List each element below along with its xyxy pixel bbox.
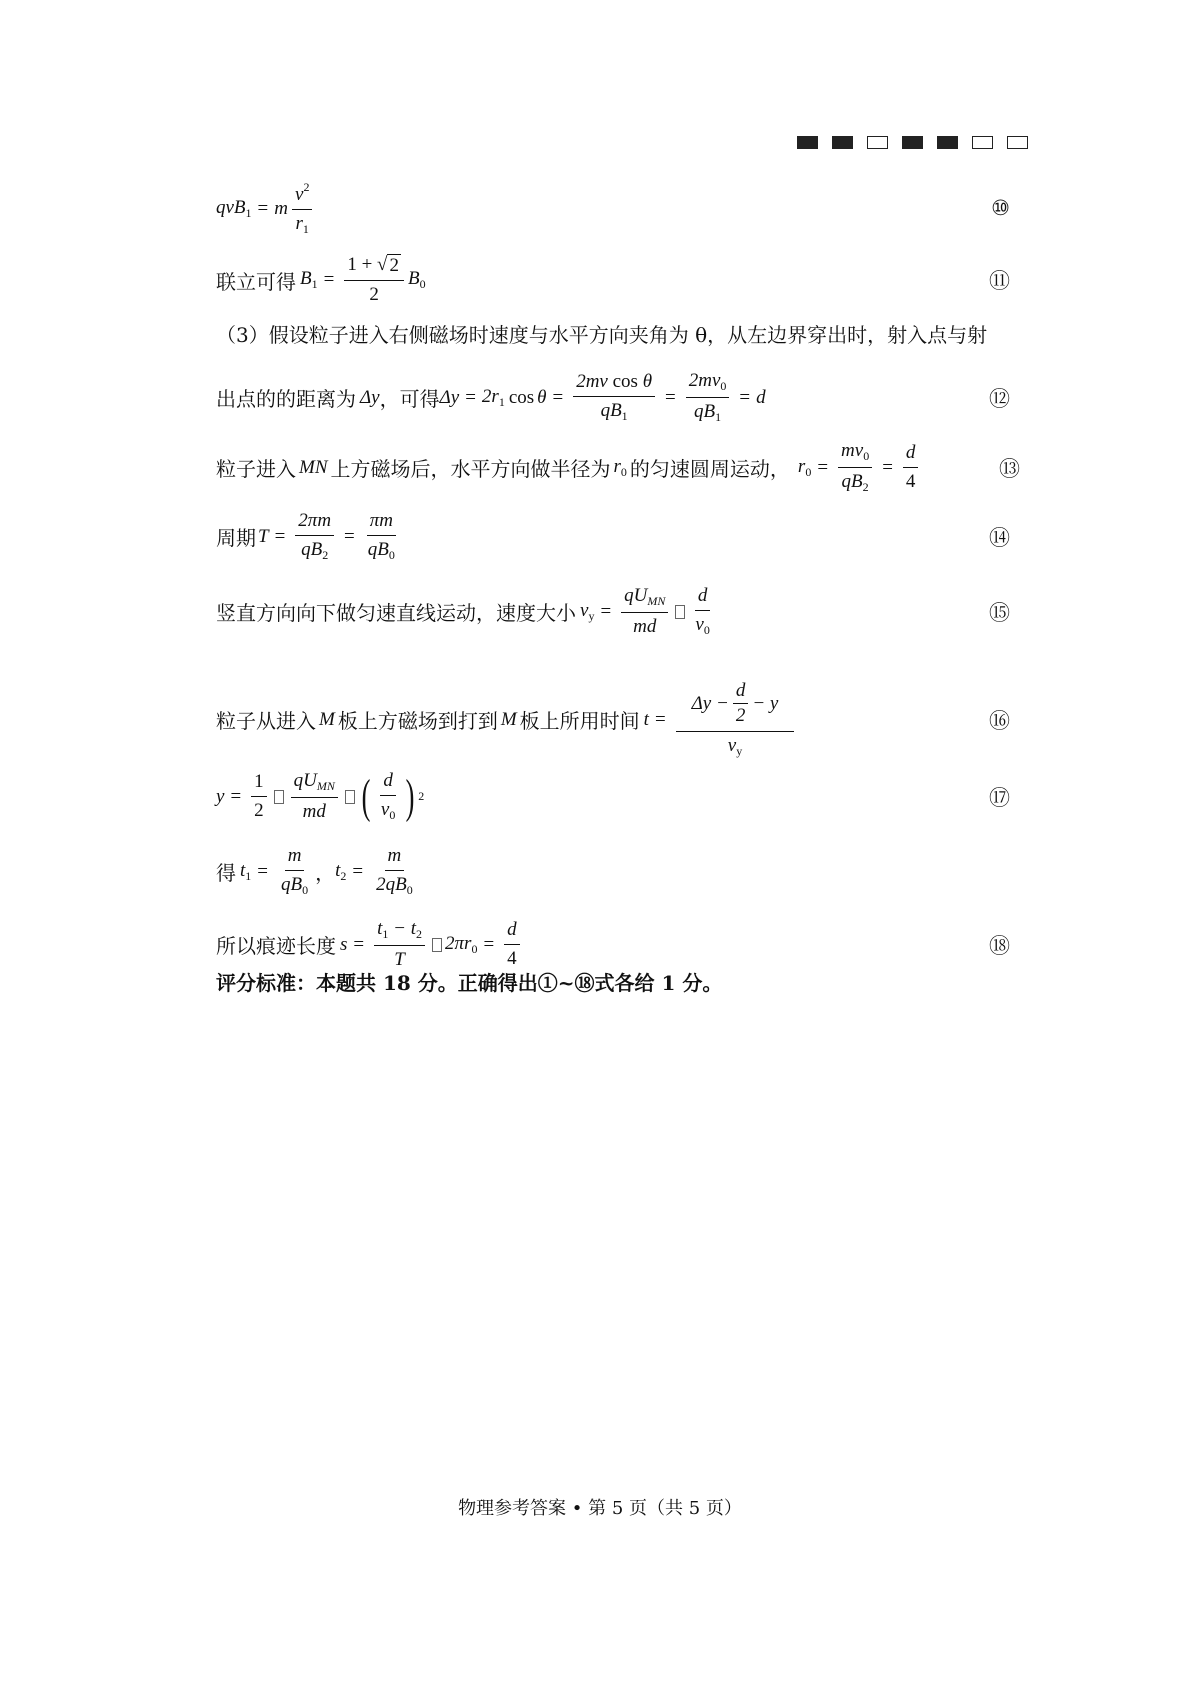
header-mark: [902, 136, 923, 149]
equation-number: ⑪: [989, 269, 1010, 293]
equation-13: 粒子进入 MN 上方磁场后，水平方向做半径为 $r_0$ 的匀速圆周运动， $r_0$ = $\frac{mv_0}{qB_2}$ = $\frac{d}{4}$ ⑬: [216, 440, 1020, 494]
equation-label: 的匀速圆周运动，: [629, 457, 790, 481]
equation-12: 出点的的距离为 Δy ，可得 Δy = $2r_1$ cos θ = $\frac{\text{2mv cos θ}}{qB_1}$ = $\frac{2mv_0}{qB_1}$ = d ⑫: [216, 370, 1010, 424]
equation-16: 粒子从进入 M 板上方磁场到打到 M 板上所用时间 t = Δy − $\frac{d}{2}$ − y $v_y$ ⑯: [216, 680, 1010, 758]
header-marks: [797, 136, 1028, 149]
equation-label: 板上所用时间: [519, 709, 640, 733]
equation-label: 联立可得: [216, 269, 296, 294]
equation-number: ⑯: [989, 708, 1010, 733]
equation-15: 竖直方向向下做匀速直线运动，速度大小 $v_y$ = $\frac{qU_{MN}}{md}$ $\frac{d}{v_0}$ ⑮: [216, 585, 1010, 637]
equation-18a: 得 $t_1$ = $\frac{m}{qB_0}$ ， $t_2$ = $\frac{m}{2qB_0}$: [216, 845, 413, 897]
equation-number: ⑬: [999, 456, 1020, 481]
equation-label: 出点的的距离为: [216, 387, 356, 411]
header-mark: [867, 136, 888, 149]
header-mark: [797, 136, 818, 149]
equation-label: 得: [216, 861, 236, 885]
paragraph-part3: （3）假设粒子进入右侧磁场时速度与水平方向夹角为 θ，从左边界穿出时，射入点与射: [216, 323, 988, 347]
page-footer: 物理参考答案 • 第 5 页（共 5 页）: [458, 1498, 742, 1519]
equation-label: 粒子从进入: [216, 709, 316, 733]
equation-number: ⑫: [989, 386, 1010, 411]
header-mark: [972, 136, 993, 149]
equation-11: 联立可得 $B_1$ = 1 + √ 2 2 $B_0$ ⑪: [216, 254, 1010, 305]
equation-10: qvB$_1$ = m $\frac{v^2}{r_1}$ ⑩: [216, 180, 1010, 236]
equation-number: ⑩: [991, 196, 1010, 220]
equation-label: 粒子进入: [216, 457, 296, 481]
equation-label: ，可得: [379, 387, 440, 411]
equation-number: ⑮: [989, 600, 1010, 625]
header-mark: [1007, 136, 1028, 149]
equation-label: 竖直方向向下做匀速直线运动，速度大小: [216, 601, 576, 625]
equation-label: 周期: [216, 526, 256, 550]
equation-number: ⑱: [989, 933, 1010, 958]
header-mark: [832, 136, 853, 149]
equation-label: 板上方磁场到打到: [337, 709, 498, 733]
equation-label: 所以痕迹长度: [216, 934, 336, 958]
equation-number: ⑭: [989, 525, 1010, 550]
equation-18: 所以痕迹长度 s = $\frac{t_1 - t_2}{T}$ $2\pi r_0$ = $\frac{d}{4}$ ⑱: [216, 918, 1010, 970]
scoring-standard: 评分标准：本题共 18 分。正确得出①~⑱式各给 1 分。: [216, 971, 723, 995]
equation-number: ⑰: [989, 785, 1010, 810]
equation-label: 上方磁场后，水平方向做半径为: [330, 457, 611, 481]
equation-17: y = $\frac{1}{2}$ $\frac{qU_{MN}}{md}$ ( $\frac{d}{v_0}$ ) 2 ⑰: [216, 769, 1010, 823]
equation-14: 周期 T = $\frac{2\pi m}{qB_2}$ = $\frac{\pi m}{qB_0}$ ⑭: [216, 510, 1010, 562]
header-mark: [937, 136, 958, 149]
